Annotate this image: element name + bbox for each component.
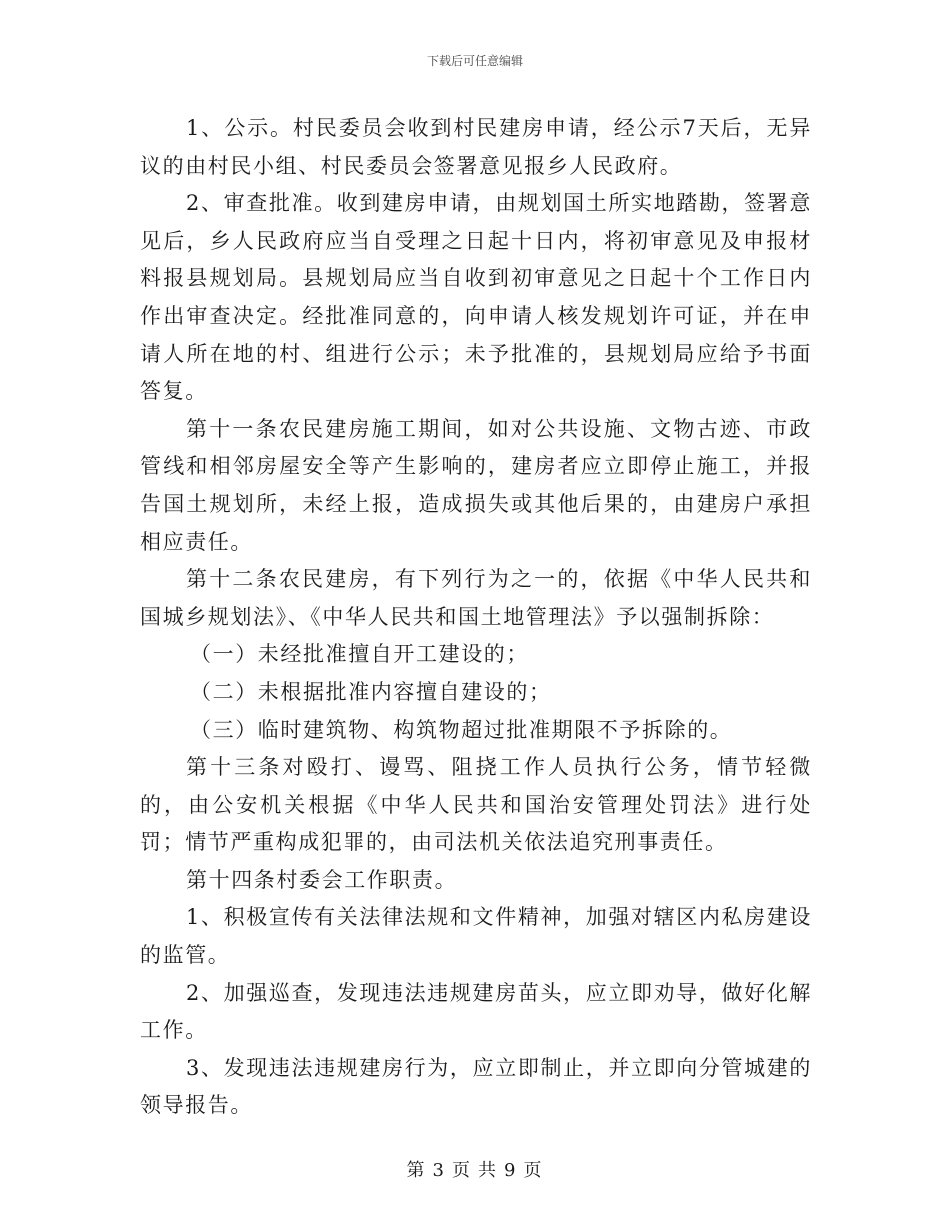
footer-page-word: 页 (452, 1160, 472, 1181)
footer-total-word: 共 (478, 1160, 498, 1181)
list-item-duty-1: 1、积极宣传有关法律法规和文件精神，加强对辖区内私房建设的监管。 (140, 905, 812, 968)
footer-prefix: 第 (406, 1160, 427, 1181)
total-page-count: 9 (504, 1160, 518, 1181)
page-footer (0, 1156, 950, 1182)
list-item-duty-2: 2、加强巡查，发现违法违规建房苗头，应立即劝导，做好化解工作。 (140, 980, 812, 1043)
list-item-article-12-2: （二）未根据批准内容擅自建设的； (190, 679, 552, 704)
list-item-article-12-1: （一）未经批准擅自开工建设的； (190, 642, 529, 667)
list-item-article-12-3: （三）临时建筑物、构筑物超过批准期限不予拆除的。 (190, 717, 733, 742)
paragraph-article-11: 第十一条农民建房施工期间，如对公共设施、文物古迹、市政管线和相邻房屋安全等产生影响的，建房者应立即停止施工，并报告国土规划所，未经上报，造成损失或其他后果的，由建房户承担相应责任。 (140, 416, 812, 554)
list-item-duty-3: 3、发现违法违规建房行为，应立即制止，并立即向分管城建的领导报告。 (140, 1055, 812, 1118)
document-body (140, 110, 812, 1125)
paragraph-publicity: 1、公示。村民委员会收到村民建房申请，经公示7天后，无异议的由村民小组、村民委员会签署意见报乡人民政府。 (140, 116, 812, 178)
footer-suffix: 页 (523, 1160, 544, 1181)
paragraph-review-approval: 2、审查批准。收到建房申请，由规划国土所实地踏勘，签署意见后，乡人民政府应当自受理之日起十日内，将初审意见及申报材料报县规划局。县规划局应当自收到初审意见之日起十个工作日内作出审查决定。经批准同意的，向申请人核发规划许可证，并在申请人所在地的村、组进行公示；未予批准的，县规划局应给予书面答复。 (140, 191, 812, 404)
paragraph-article-12: 第十二条农民建房，有下列行为之一的，依据《中华人民共和国城乡规划法》、《中华人民共和国土地管理法》予以强制拆除： (140, 567, 812, 629)
paragraph-article-14: 第十四条村委会工作职责。 (186, 867, 458, 892)
page-header: 下载后可任意编辑 (426, 54, 523, 68)
paragraph-article-13: 第十三条对殴打、谩骂、阻挠工作人员执行公务，情节轻微的，由公安机关根据《中华人民共和国治安管理处罚法》进行处罚；情节严重构成犯罪的，由司法机关依法追究刑事责任。 (140, 755, 812, 855)
current-page-number: 3 (432, 1160, 446, 1181)
